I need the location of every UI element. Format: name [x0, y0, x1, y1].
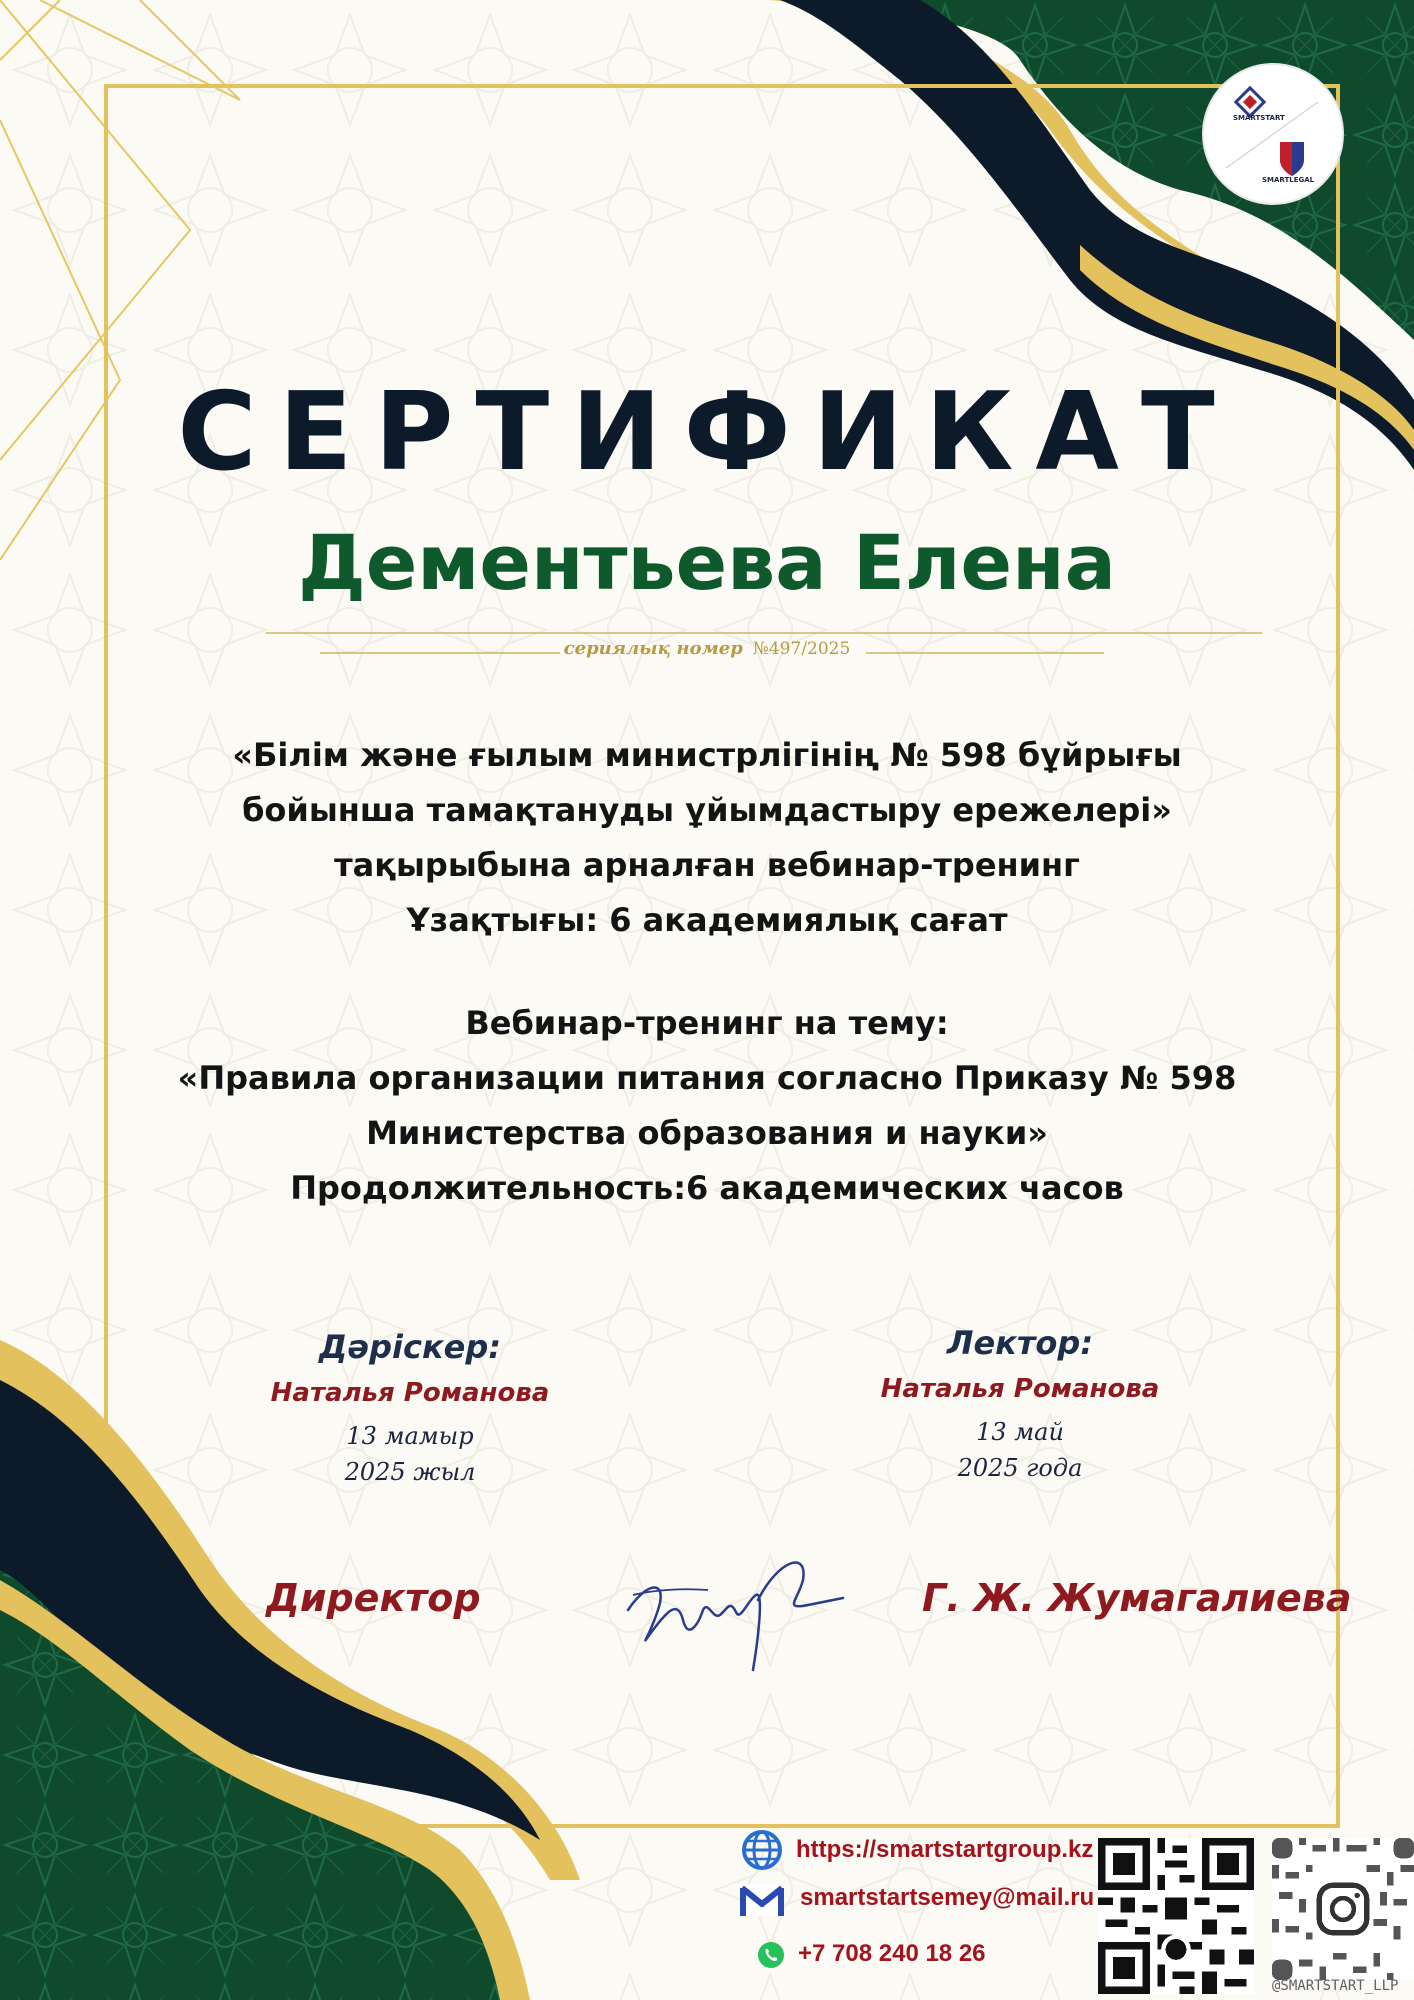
ru-line-3: Министерства образования и науки»: [366, 1114, 1048, 1152]
director-name: Г. Ж. Жумагалиева: [922, 1576, 1352, 1620]
instagram-handle: @SMARTSTART_LLP: [1272, 1978, 1399, 1994]
kz-line-3: тақырыбына арналған вебинар-тренинг: [334, 846, 1080, 884]
certificate-title: СЕРТИФИКАТ: [177, 370, 1237, 495]
director-signature: [608, 1540, 848, 1680]
serial-label: сериялық номер: [563, 638, 743, 659]
serial-number: №497/2025: [752, 639, 851, 659]
email-link[interactable]: smartstartsemey@mail.ru: [800, 1884, 1095, 1911]
qr-code-icon[interactable]: [1098, 1838, 1254, 1994]
instagram-qr-code-icon[interactable]: [1272, 1838, 1414, 1980]
ru-line-2: «Правила организации питания согласно Приказу № 598: [177, 1059, 1237, 1097]
logo-smartlegal: SMARTLEGAL: [1262, 176, 1315, 184]
lecturer-ru-block: [840, 1324, 1200, 1486]
globe-icon: [740, 1828, 784, 1872]
lecturer-ru-name: Наталья Романова: [880, 1374, 1160, 1404]
serial-number-row: [0, 638, 1414, 659]
lecturer-ru-date-2: 2025 года: [957, 1454, 1083, 1482]
russian-description: [80, 996, 1334, 1216]
lecturer-kz-date-1: 13 мамыр: [346, 1422, 474, 1450]
whatsapp-icon: [756, 1940, 786, 1970]
lecturer-kz-block: [230, 1328, 590, 1490]
gmail-icon: [738, 1882, 786, 1918]
logo-smartstart: SMARTSTART: [1233, 114, 1285, 122]
lecturer-kz-name: Наталья Романова: [270, 1378, 550, 1408]
phone-link[interactable]: +7 708 240 18 26: [798, 1940, 986, 1967]
director-title: Директор: [266, 1576, 481, 1620]
lecturer-kz-label: Дәріскер:: [318, 1328, 502, 1366]
lecturer-ru-date-1: 13 май: [976, 1418, 1064, 1446]
kazakh-description: [120, 728, 1294, 948]
kz-line-1: «Білім және ғылым министрлігінің № 598 бұйрығы: [232, 736, 1182, 774]
lecturer-kz-date-2: 2025 жыл: [344, 1458, 476, 1486]
website-link[interactable]: https://smartstartgroup.kz: [796, 1836, 1094, 1863]
ru-line-1: Вебинар-тренинг на тему:: [465, 1004, 949, 1042]
kz-line-2: бойынша тамақтануды ұйымдастыру ережелері»: [242, 791, 1172, 829]
recipient-name: Дементьева Елена: [298, 518, 1116, 607]
kz-line-4: Ұзақтығы: 6 академиялық сағат: [406, 901, 1008, 939]
ru-line-4: Продолжительность:6 академических часов: [290, 1169, 1124, 1207]
lecturer-ru-label: Лектор:: [946, 1324, 1094, 1362]
